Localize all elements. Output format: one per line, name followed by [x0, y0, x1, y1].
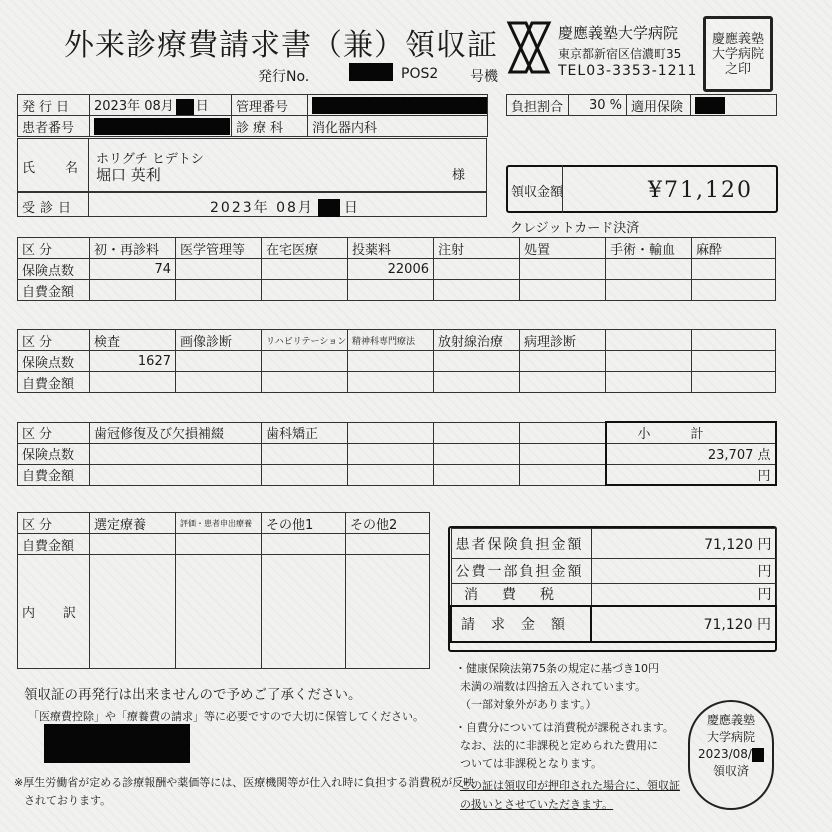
patient-number-value — [90, 116, 232, 137]
column-header: リハビリテーション — [262, 330, 348, 351]
name-label: 氏名 — [22, 161, 109, 176]
column-header: 精神科専門療法 — [348, 330, 434, 351]
totals-table — [450, 528, 777, 643]
points-cell: 1627 — [90, 351, 176, 372]
hospital-logo-icon — [506, 20, 552, 78]
column-header: 手術・輸血 — [606, 238, 692, 259]
validity-note-1: この証は領収印が押印された場合に、領収証 — [460, 779, 680, 792]
fee-table-4 — [17, 512, 430, 669]
billed-amount-label: 請求金額 — [451, 606, 591, 642]
section-label: 区分 — [18, 422, 90, 443]
subtotal-points: 23,707 点 — [606, 443, 776, 464]
department-value: 消化器内科 — [308, 116, 488, 137]
column-header: 処置 — [520, 238, 606, 259]
tax-note-line2: されております。 — [24, 794, 112, 807]
column-header: 評価・患者申出療養 — [176, 513, 262, 534]
hospital-phone: TEL03-3353-1211 — [558, 63, 698, 79]
management-number-value — [308, 95, 488, 116]
redaction-block — [349, 63, 393, 81]
column-header: 歯科矯正 — [262, 422, 348, 443]
reissue-note: 領収証の再発行は出来ませんので予めご了承ください。 — [24, 687, 362, 703]
received-amount-value: ¥71,120 — [648, 178, 753, 203]
machine-label: 号機 — [470, 69, 498, 85]
breakdown-label: 内訳 — [18, 555, 90, 669]
subtotal-yen: 円 — [606, 464, 776, 485]
hospital-address: 東京都新宿区信濃町35 — [558, 47, 682, 61]
row-label: 自費金額 — [18, 534, 90, 555]
fee-table-3 — [17, 421, 777, 486]
tax-note-line1: ※厚生労働省が定める診療報酬や薬価等には、医療機関等が仕入れ時に負担する消費税が反映 — [14, 776, 475, 789]
keep-note: 「医療費控除」や「療養費の請求」等に必要ですので大切に保管してください。 — [28, 710, 424, 723]
issue-date-label: 発行日 — [18, 95, 90, 116]
column-header: 選定療養 — [90, 513, 176, 534]
visit-date-label: 受診日 — [22, 201, 77, 216]
column-header: 歯冠修復及び欠損補綴 — [90, 422, 262, 443]
consumption-tax-label: 消費税 — [451, 584, 591, 606]
patient-info-table — [17, 94, 488, 137]
insurance-applied-label: 適用保険 — [627, 95, 691, 116]
points-cell: 74 — [90, 259, 176, 280]
paid-round-seal: 慶應義塾 大学病院 2023/08/ 領収済 — [688, 700, 774, 810]
column-header: その他2 — [346, 513, 430, 534]
row-label: 自費金額 — [18, 464, 90, 485]
issue-number-label: 発行No. — [258, 69, 310, 85]
hospital-name: 慶應義塾大学病院 — [558, 24, 679, 42]
column-header: 注射 — [434, 238, 520, 259]
management-number-label: 管理番号 — [232, 95, 308, 116]
burden-ratio-label: 負担割合 — [507, 95, 569, 116]
redaction-block — [44, 724, 190, 763]
section-label: 区分 — [18, 238, 90, 259]
department-label: 診療科 — [232, 116, 308, 137]
honorific: 様 — [452, 168, 466, 183]
section-label: 区分 — [18, 513, 90, 534]
column-header: 麻酔 — [692, 238, 776, 259]
patient-burden-value: 71,120 円 — [591, 529, 776, 559]
column-header: その他1 — [262, 513, 346, 534]
terminal-code: POS2 — [401, 66, 439, 82]
column-header: 検査 — [90, 330, 176, 351]
patient-name-kanji: 堀口 英利 — [96, 166, 161, 184]
points-cell: 22006 — [348, 259, 434, 280]
patient-name-kana: ホリグチ ヒデトシ — [96, 152, 204, 167]
rounding-note-1: ・健康保険法第75条の規定に基づき10円 — [455, 662, 659, 675]
rounding-note-3: （一部対象外があります。） — [460, 698, 597, 711]
consumption-tax-value: 円 — [591, 584, 776, 606]
row-label: 保険点数 — [18, 351, 90, 372]
row-label: 保険点数 — [18, 259, 90, 280]
fee-table-1 — [17, 237, 776, 301]
column-header: 投薬料 — [348, 238, 434, 259]
column-header: 初・再診料 — [90, 238, 176, 259]
document-title: 外来診療費請求書（兼）領収証 — [64, 28, 498, 63]
patient-burden-label: 患者保険負担金額 — [451, 529, 591, 559]
rounding-note-2: 未満の端数は四捨五入されています。 — [460, 680, 647, 693]
burden-ratio-value: 30 % — [569, 95, 627, 116]
self-pay-tax-note-1: ・自費分については消費税が課税されます。 — [455, 721, 674, 734]
subtotal-header: 小計 — [606, 422, 776, 443]
column-header: 放射線治療 — [434, 330, 520, 351]
self-pay-tax-note-2: なお、法的に非課税と定められた費用に — [460, 739, 658, 752]
public-burden-value: 円 — [591, 559, 776, 584]
row-label: 自費金額 — [18, 372, 90, 393]
column-header: 病理診断 — [520, 330, 606, 351]
billed-amount-value: 71,120 円 — [591, 606, 776, 642]
row-label: 自費金額 — [18, 280, 90, 301]
visit-date-value: 2023年 08月 日 — [210, 200, 360, 216]
column-header: 在宅医療 — [262, 238, 348, 259]
fee-table-2 — [17, 329, 776, 393]
hospital-square-seal: 慶應義塾 大学病院 之印 — [703, 16, 773, 92]
received-amount-label: 領収金額 — [511, 185, 564, 200]
self-pay-tax-note-3: ついては非課税となります。 — [460, 757, 603, 770]
public-burden-label: 公費一部負担金額 — [451, 559, 591, 584]
validity-note-2: の扱いとさせていただきます。 — [460, 798, 614, 811]
column-header: 画像診断 — [176, 330, 262, 351]
payment-method: クレジットカード決済 — [510, 221, 640, 236]
issue-date-value: 2023年 08月 日 — [90, 95, 232, 116]
column-header: 医学管理等 — [176, 238, 262, 259]
patient-number-label: 患者番号 — [18, 116, 90, 137]
row-label: 保険点数 — [18, 443, 90, 464]
burden-ratio-table — [506, 94, 777, 116]
insurance-applied-value — [691, 95, 777, 116]
section-label: 区分 — [18, 330, 90, 351]
